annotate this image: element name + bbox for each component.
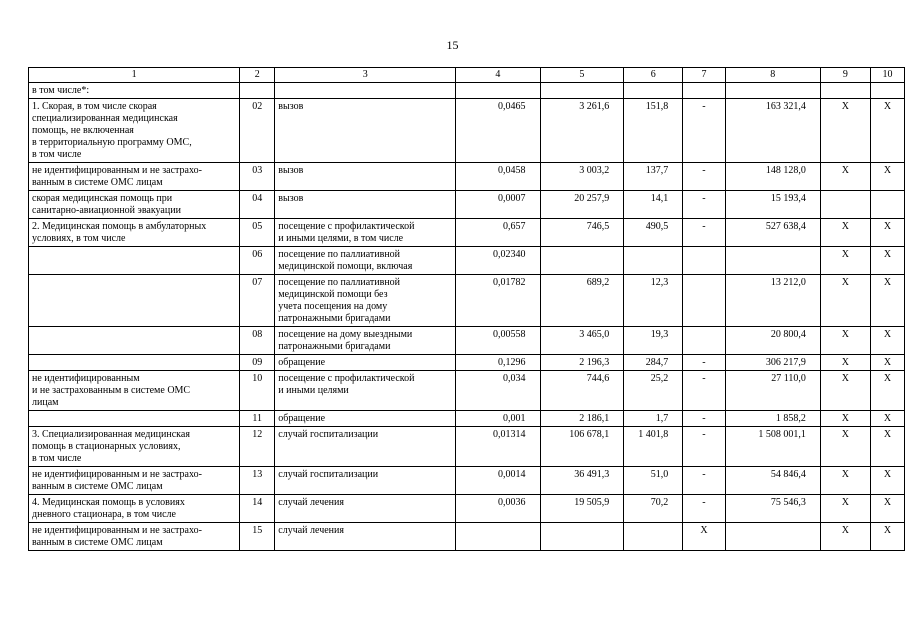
share-cell: Х [870,275,904,327]
volume-norm-cell: 0,0036 [456,495,540,523]
column-header: 1 [29,68,240,83]
share-cell: Х [870,247,904,275]
row-code-cell: 02 [240,99,275,163]
column-header: 10 [870,68,904,83]
unit-cell: посещение с профилактической и иными целями, в том числе [275,219,456,247]
page-number: 15 [446,38,459,52]
unit-cell: посещение на дому выездными патронажными бригадами [275,327,456,355]
per-capita-cell [624,247,683,275]
budget-total-cell: Х [820,523,870,551]
cost-norm-cell: 3 261,6 [540,99,624,163]
unit-cell: вызов [275,163,456,191]
per-capita-cell: 12,3 [624,275,683,327]
cost-total-cell: 54 846,4 [725,467,820,495]
budget-total-cell [820,191,870,219]
cost-total-cell: 1 508 001,1 [725,427,820,467]
cost-total-cell: 1 858,2 [725,411,820,427]
per-capita-budget-cell: - [683,427,726,467]
share-cell: Х [870,355,904,371]
volume-norm-cell: 0,001 [456,411,540,427]
cost-total-cell [725,247,820,275]
volume-norm-cell: 0,00558 [456,327,540,355]
table-row [29,163,905,191]
share-cell: Х [870,219,904,247]
per-capita-budget-cell [683,275,726,327]
column-header: 7 [683,68,726,83]
cost-total-cell: 148 128,0 [725,163,820,191]
indicator-cell: скорая медицинская помощь при санитарно-авиационной эвакуации [29,191,240,219]
cost-total-cell [725,523,820,551]
row-code-cell: 15 [240,523,275,551]
budget-total-cell [820,83,870,99]
indicator-cell: не идентифицированным и не застрахо- ванным в системе ОМС лицам [29,163,240,191]
per-capita-budget-cell: - [683,219,726,247]
share-cell: Х [870,495,904,523]
table-row [29,191,905,219]
budget-total-cell: Х [820,495,870,523]
budget-total-cell: Х [820,99,870,163]
cost-norm-cell: 19 505,9 [540,495,624,523]
cost-total-cell: 27 110,0 [725,371,820,411]
unit-cell: вызов [275,191,456,219]
per-capita-cell: 490,5 [624,219,683,247]
row-code-cell: 13 [240,467,275,495]
per-capita-cell: 1 401,8 [624,427,683,467]
share-cell: Х [870,371,904,411]
indicator-cell [29,327,240,355]
unit-cell: вызов [275,99,456,163]
cost-norm-cell: 36 491,3 [540,467,624,495]
budget-total-cell: Х [820,275,870,327]
share-cell: Х [870,411,904,427]
row-code-cell: 12 [240,427,275,467]
per-capita-budget-cell: - [683,371,726,411]
per-capita-budget-cell: - [683,467,726,495]
indicator-cell: не идентифицированным и не застрахованным в системе ОМС лицам [29,371,240,411]
unit-cell: посещение с профилактической и иными целями [275,371,456,411]
per-capita-cell [624,83,683,99]
table-row [29,219,905,247]
indicator-cell [29,247,240,275]
table-row [29,495,905,523]
per-capita-budget-cell: Х [683,523,726,551]
budget-total-cell: Х [820,247,870,275]
per-capita-budget-cell [683,247,726,275]
table-row [29,467,905,495]
volume-norm-cell: 0,0014 [456,467,540,495]
per-capita-budget-cell: - [683,411,726,427]
indicator-cell [29,355,240,371]
unit-cell: случай госпитализации [275,467,456,495]
cost-norm-cell: 3 003,2 [540,163,624,191]
per-capita-cell: 25,2 [624,371,683,411]
indicator-cell [29,275,240,327]
cost-norm-cell [540,247,624,275]
cost-total-cell: 20 800,4 [725,327,820,355]
budget-total-cell: Х [820,427,870,467]
share-cell: Х [870,523,904,551]
share-cell [870,191,904,219]
indicator-cell: не идентифицированным и не застрахо- ванным в системе ОМС лицам [29,467,240,495]
per-capita-budget-cell [683,327,726,355]
indicator-cell: 2. Медицинская помощь в амбулаторных условиях, в том числе [29,219,240,247]
row-code-cell: 04 [240,191,275,219]
per-capita-cell: 51,0 [624,467,683,495]
row-code-cell: 05 [240,219,275,247]
table-row [29,247,905,275]
row-code-cell: 07 [240,275,275,327]
per-capita-budget-cell: - [683,99,726,163]
volume-norm-cell: 0,034 [456,371,540,411]
share-cell: Х [870,163,904,191]
row-code-cell: 08 [240,327,275,355]
cost-total-cell: 163 321,4 [725,99,820,163]
budget-total-cell: Х [820,327,870,355]
budget-total-cell: Х [820,467,870,495]
volume-norm-cell: 0,01314 [456,427,540,467]
column-header: 4 [456,68,540,83]
unit-cell [275,83,456,99]
indicator-cell: 1. Скорая, в том числе скорая специализированная медицинская помощь, не включенная в территориальную программу ОМС, в том числе [29,99,240,163]
table-row [29,427,905,467]
cost-norm-cell: 744,6 [540,371,624,411]
cost-norm-cell: 20 257,9 [540,191,624,219]
table-row [29,275,905,327]
cost-norm-cell: 2 186,1 [540,411,624,427]
column-number-row [29,68,905,83]
row-code-cell: 03 [240,163,275,191]
column-header: 6 [624,68,683,83]
row-code-cell: 11 [240,411,275,427]
row-code-cell: 10 [240,371,275,411]
cost-norm-cell: 106 678,1 [540,427,624,467]
indicator-cell: в том числе*: [29,83,240,99]
cost-norm-cell: 2 196,3 [540,355,624,371]
table-row [29,99,905,163]
cost-norm-cell: 746,5 [540,219,624,247]
cost-total-cell: 527 638,4 [725,219,820,247]
budget-total-cell: Х [820,355,870,371]
indicator-cell: 3. Специализированная медицинская помощь в стационарных условиях, в том числе [29,427,240,467]
column-header: 9 [820,68,870,83]
row-code-cell: 06 [240,247,275,275]
budget-total-cell: Х [820,411,870,427]
per-capita-budget-cell [683,83,726,99]
cost-norm-cell: 689,2 [540,275,624,327]
volume-norm-cell: 0,0458 [456,163,540,191]
table-row [29,355,905,371]
cost-norm-cell [540,523,624,551]
table-row [29,411,905,427]
per-capita-cell [624,523,683,551]
table-body [29,68,905,551]
volume-norm-cell [456,83,540,99]
volume-norm-cell: 0,657 [456,219,540,247]
share-cell: Х [870,467,904,495]
indicator-cell [29,411,240,427]
cost-total-cell: 75 546,3 [725,495,820,523]
unit-cell: обращение [275,355,456,371]
table-row [29,83,905,99]
per-capita-cell: 19,3 [624,327,683,355]
per-capita-budget-cell: - [683,191,726,219]
per-capita-budget-cell: - [683,495,726,523]
column-header: 5 [540,68,624,83]
column-header: 8 [725,68,820,83]
volume-norm-cell: 0,0465 [456,99,540,163]
indicator-cell: не идентифицированным и не застрахо- ванным в системе ОМС лицам [29,523,240,551]
volume-norm-cell: 0,02340 [456,247,540,275]
per-capita-budget-cell: - [683,355,726,371]
volume-norm-cell [456,523,540,551]
cost-total-cell: 13 212,0 [725,275,820,327]
volume-norm-cell: 0,01782 [456,275,540,327]
share-cell: Х [870,327,904,355]
cost-total-cell [725,83,820,99]
volume-norm-cell: 0,1296 [456,355,540,371]
data-table [28,67,905,551]
unit-cell: случай лечения [275,495,456,523]
column-header: 3 [275,68,456,83]
row-code-cell: 14 [240,495,275,523]
unit-cell: посещение по паллиативной медицинской помощи, включая [275,247,456,275]
unit-cell: обращение [275,411,456,427]
cost-total-cell: 15 193,4 [725,191,820,219]
column-header: 2 [240,68,275,83]
per-capita-cell: 151,8 [624,99,683,163]
unit-cell: случай лечения [275,523,456,551]
table-row [29,327,905,355]
table-row [29,371,905,411]
cost-norm-cell [540,83,624,99]
per-capita-cell: 70,2 [624,495,683,523]
row-code-cell [240,83,275,99]
budget-total-cell: Х [820,371,870,411]
share-cell: Х [870,427,904,467]
volume-norm-cell: 0,0007 [456,191,540,219]
budget-total-cell: Х [820,219,870,247]
per-capita-cell: 284,7 [624,355,683,371]
unit-cell: случай госпитализации [275,427,456,467]
per-capita-cell: 137,7 [624,163,683,191]
indicator-cell: 4. Медицинская помощь в условиях дневного стационара, в том числе [29,495,240,523]
cost-total-cell: 306 217,9 [725,355,820,371]
cost-norm-cell: 3 465,0 [540,327,624,355]
unit-cell: посещение по паллиативной медицинской помощи без учета посещения на дому патронажными бригадами [275,275,456,327]
row-code-cell: 09 [240,355,275,371]
table-row [29,523,905,551]
budget-total-cell: Х [820,163,870,191]
share-cell [870,83,904,99]
per-capita-budget-cell: - [683,163,726,191]
share-cell: Х [870,99,904,163]
per-capita-cell: 1,7 [624,411,683,427]
per-capita-cell: 14,1 [624,191,683,219]
